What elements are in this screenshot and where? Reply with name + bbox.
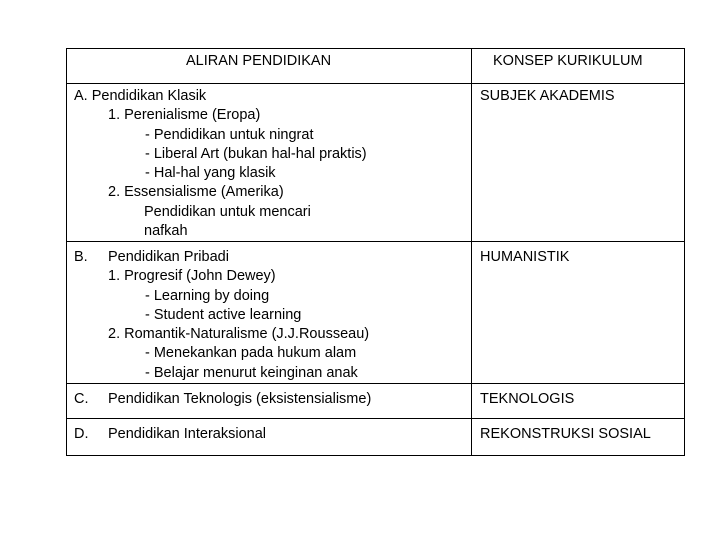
header-konsep-kurikulum: KONSEP KURIKULUM	[493, 53, 643, 69]
row-divider	[67, 418, 684, 419]
row-a-bullet: - Liberal Art (bukan hal-hal praktis)	[145, 146, 367, 162]
row-b-bullet: - Menekankan pada hukum alam	[145, 345, 357, 361]
row-c-letter: C.	[74, 391, 89, 407]
row-divider	[67, 383, 684, 384]
row-b-bullet: - Learning by doing	[145, 288, 270, 304]
row-c-concept: TEKNOLOGIS	[480, 391, 575, 407]
row-b-concept: HUMANISTIK	[480, 249, 570, 265]
row-c-title: Pendidikan Teknologis (eksistensialisme)	[108, 391, 372, 407]
row-a-concept: SUBJEK AKADEMIS	[480, 88, 615, 104]
header-aliran-pendidikan: ALIRAN PENDIDIKAN	[186, 53, 332, 69]
row-divider	[67, 241, 684, 242]
row-b-item-2: 2. Romantik-Naturalisme (J.J.Rousseau)	[108, 326, 370, 342]
row-b-letter: B.	[74, 249, 88, 265]
row-divider	[67, 83, 684, 84]
row-a-note: Pendidikan untuk mencari	[144, 204, 311, 220]
row-d-title: Pendidikan Interaksional	[108, 426, 266, 442]
row-a-bullet: - Pendidikan untuk ningrat	[145, 127, 314, 143]
row-a-note: nafkah	[144, 223, 188, 239]
row-a-item-2: 2. Essensialisme (Amerika)	[108, 184, 284, 200]
row-a-title: A. Pendidikan Klasik	[74, 88, 207, 104]
column-divider	[471, 49, 472, 455]
row-b-bullet: - Student active learning	[145, 307, 302, 323]
row-a-bullet: - Hal-hal yang klasik	[145, 165, 276, 181]
row-b-bullet: - Belajar menurut keinginan anak	[145, 365, 358, 381]
row-d-concept: REKONSTRUKSI SOSIAL	[480, 426, 651, 442]
row-b-item-1: 1. Progresif (John Dewey)	[108, 268, 276, 284]
row-b-title: Pendidikan Pribadi	[108, 249, 229, 265]
row-d-letter: D.	[74, 426, 89, 442]
row-a-item-1: 1. Perenialisme (Eropa)	[108, 107, 261, 123]
